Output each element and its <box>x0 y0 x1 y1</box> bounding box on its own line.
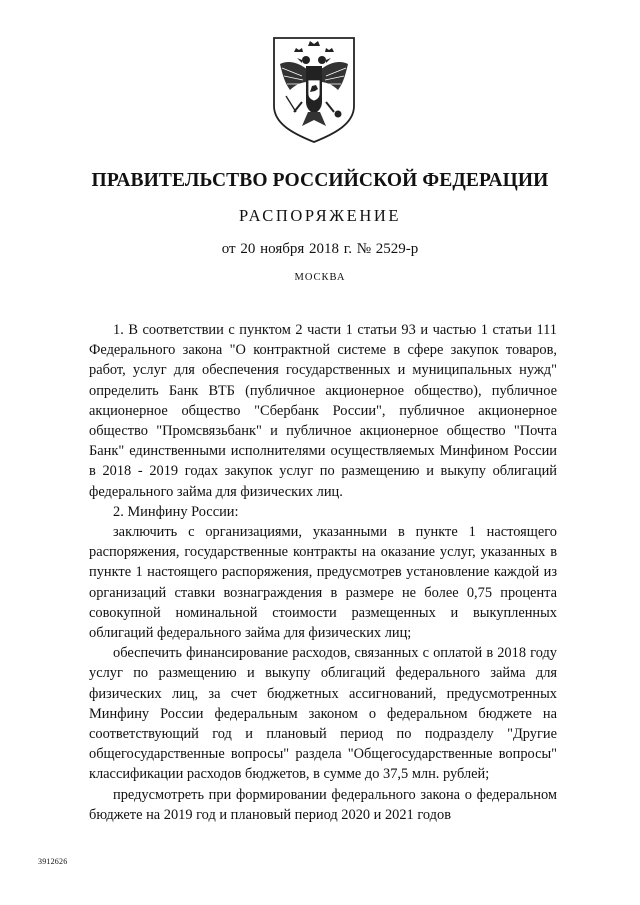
document-body <box>89 320 557 825</box>
document-date-number: от 20 ноября 2018 г. № 2529-р <box>221 241 419 257</box>
paragraph-3: заключить с организациями, указанными в пункте 1 настоящего распоряжения, государственные контракты на оказание услуг, указанных в пункте 1 настоящего распоряжения, предусмотрев установление каждой из организаций ставки вознаграждения в размере не более 0,75 процента совокупной номинальной стоимости размещенных и выкупленных облигаций федерального займа для физических лиц; <box>89 524 557 642</box>
paragraph-2: 2. Минфину России: <box>113 503 239 520</box>
footer-document-code: 3912626 <box>38 857 68 866</box>
government-title: ПРАВИТЕЛЬСТВО РОССИЙСКОЙ ФЕДЕРАЦИИ <box>91 170 549 191</box>
paragraph-4: обеспечить финансирование расходов, связанных с оплатой в 2018 году услуг по размещению и выкупу облигаций федерального займа для физических лиц, за счет бюджетных ассигнований, предусмотренных Минфину России федеральным законом о федеральном бюджете на соответствующий год и плановый период по подразделу "Другие общегосударственные вопросы" раздела "Общегосударственные вопросы" классификации расходов бюджетов, в сумме до 37,5 млн. рублей; <box>89 645 557 783</box>
russian-coat-of-arms-icon <box>272 36 356 144</box>
document-city: МОСКВА <box>294 272 346 283</box>
paragraph-5: предусмотреть при формировании федерального закона о федеральном бюджете на 2019 год и плановый период 2020 и 2021 годов <box>89 786 557 823</box>
paragraph-1: 1. В соответствии с пунктом 2 части 1 статьи 93 и частью 1 статьи 111 Федерального закона "О контрактной системе в сфере закупок товаров, работ, услуг для обеспечения государственных и муниципальных нужд" определить Банк ВТБ (публичное акционерное общество), публичное акционерное общество "Сбербанк России", публичное акционерное общество "Промсвязьбанк" и публичное акционерное общество "Почта Банк" единственными исполнителями осуществляемых Минфином России в 2018 - 2019 годах закупок услуг по размещению и выкупу облигаций федерального займа для физических лиц. <box>89 322 557 500</box>
document-type: РАСПОРЯЖЕНИЕ <box>238 206 402 225</box>
